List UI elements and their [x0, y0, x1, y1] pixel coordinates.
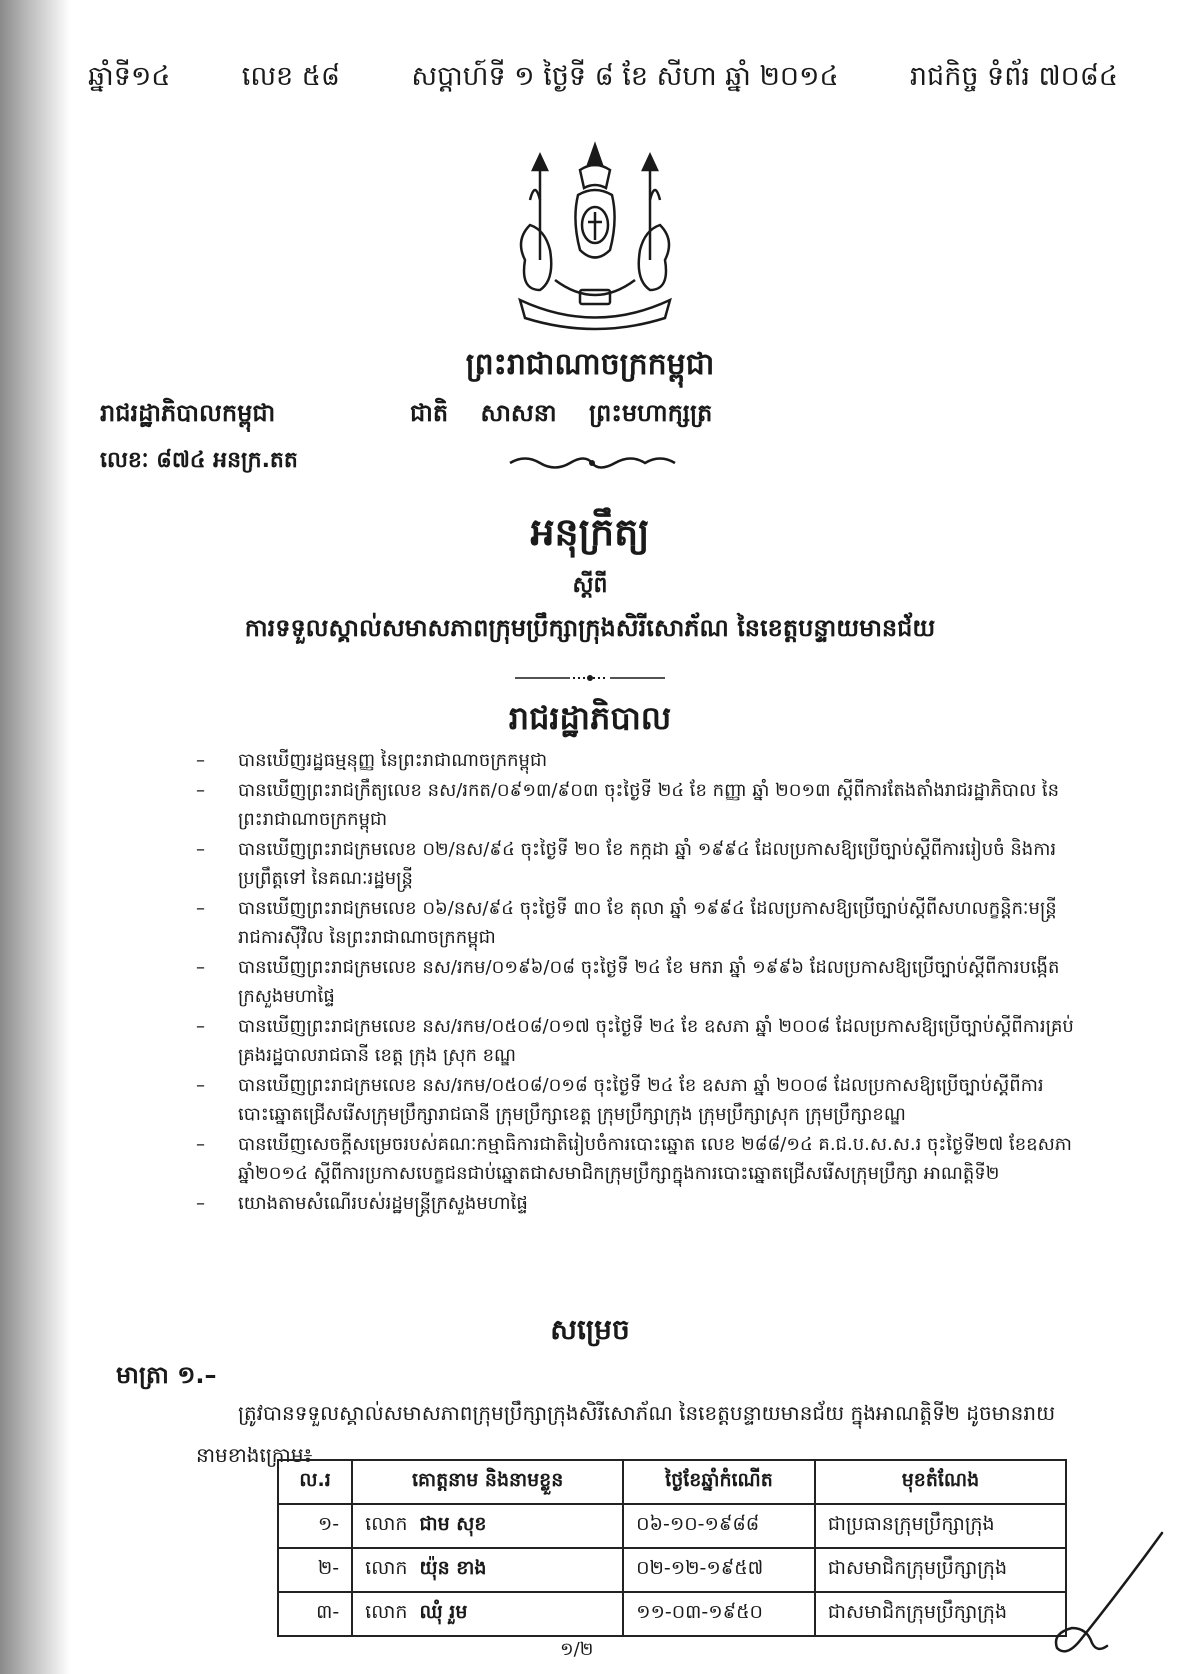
- row-position: ជាសមាជិកក្រុមប្រឹក្សាក្រុង: [815, 1592, 1066, 1636]
- row-dob: ០២-១២-១៩៥៧: [623, 1548, 815, 1592]
- gazette-date: សប្តាហ៍ទី ១ ថ្ងៃទី ៨ ខែ សីហា ឆ្នាំ ២០១៤: [411, 61, 839, 92]
- article-heading: មាត្រា ១.–: [116, 1361, 217, 1389]
- member-name: ឈុំ រួម: [419, 1601, 468, 1623]
- scan-edge-shadow: [0, 0, 70, 1674]
- header-number: ល.រ: [278, 1460, 352, 1504]
- row-position: ជាសមាជិកក្រុមប្រឹក្សាក្រុង: [815, 1548, 1066, 1592]
- consideration-item: – បានឃើញព្រះរាជក្រមលេខ នស/រកម/០៥០៨/០១៨ ចុះថ្ងៃទី ២៤ ខែ ឧសភា ឆ្នាំ ២០០៨ ដែលប្រកាសឱ្យប្រើច្បាប់ស្តីពីការបោះឆ្នោតជ្រើសរើសក្រុមប្រឹក្សារាជធានី ក្រុមប្រឹក្សាខេត្ត ក្រុមប្រឹក្សាក្រុង ក្រុមប្រឹក្សាស្រុក ក្រុមប្រឹក្សាខណ្ឌ: [196, 1071, 1076, 1130]
- gazette-issue: លេខ ៥៨: [241, 61, 340, 92]
- row-dob: ១១-០៣-១៩៥០: [623, 1592, 815, 1636]
- national-motto: [410, 398, 712, 433]
- consideration-item: – បានឃើញព្រះរាជក្រឹត្យលេខ នស/រកត/០៩១៣/៩០៣ ចុះថ្ងៃទី ២៤ ខែ កញ្ញា ឆ្នាំ ២០១៣ ស្តីពីការតែងតាំងរាជរដ្ឋាភិបាល នៃព្រះរាជាណាចក្រកម្ពុជា: [196, 776, 1076, 835]
- signature-initial-icon: [1042, 1528, 1167, 1663]
- kingdom-title: ព្រះរាជាណាចក្រកម្ពុជា: [465, 347, 715, 382]
- consideration-item: – បានឃើញព្រះរាជក្រមលេខ ០២/នស/៩៤ ចុះថ្ងៃទី ២០ ខែ កក្កដា ឆ្នាំ ១៩៩៤ ដែលប្រកាសឱ្យប្រើច្បាប់ស្តីពីការរៀបចំ និងការប្រព្រឹត្តទៅ នៃគណៈរដ្ឋមន្ត្រី: [196, 835, 1076, 894]
- row-name: [352, 1548, 623, 1592]
- gazette-year: ឆ្នាំទី១៤: [88, 61, 171, 92]
- consideration-item: – យោងតាមសំណើរបស់រដ្ឋមន្ត្រីក្រសួងមហាផ្ទៃ: [196, 1189, 1076, 1219]
- honorific: លោក: [365, 1557, 408, 1579]
- subject-label: ស្តីពី: [572, 573, 608, 598]
- government-heading: រាជរដ្ឋាភិបាល: [508, 699, 672, 737]
- honorific: លោក: [365, 1513, 408, 1535]
- page-number: ១/២: [560, 1639, 594, 1660]
- document-number: លេខៈ ៨៧៤ អនក្រ.តត: [100, 448, 298, 473]
- gazette-page: រាជកិច្ច ទំព័រ ៧០៨៤: [909, 61, 1118, 92]
- member-name: យ៉ុន ខាង: [419, 1557, 487, 1579]
- honorific: លោក: [365, 1601, 408, 1623]
- row-number: ២-: [278, 1548, 352, 1592]
- header-position: មុខតំណែង: [815, 1460, 1066, 1504]
- header-name: គោត្តនាម និងនាមខ្លួន: [352, 1460, 623, 1504]
- gazette-header: [88, 60, 1118, 99]
- motto-nation: ជាតិ: [410, 399, 449, 427]
- dotted-divider-icon: [515, 672, 665, 684]
- table-header-row: [278, 1460, 1066, 1504]
- decision-heading: សម្រេច: [550, 1313, 630, 1346]
- issuing-authority: រាជរដ្ឋាភិបាលកម្ពុជា: [100, 399, 276, 427]
- row-dob: ០៦-១០-១៩៨៨: [623, 1504, 815, 1548]
- document-type: អនុក្រឹត្យ: [530, 510, 650, 554]
- motto-religion: សាសនា: [480, 399, 557, 427]
- row-number: ៣-: [278, 1592, 352, 1636]
- consideration-item: – បានឃើញព្រះរាជក្រមលេខ នស/រកម/០៥០៨/០១៧ ចុះថ្ងៃទី ២៤ ខែ ឧសភា ឆ្នាំ ២០០៨ ដែលប្រកាសឱ្យប្រើច្បាប់ស្តីពីការគ្រប់គ្រងរដ្ឋបាលរាជធានី ខេត្ត ក្រុង ស្រុក ខណ្ឌ: [196, 1012, 1076, 1071]
- table-row: [278, 1548, 1066, 1592]
- row-name: [352, 1592, 623, 1636]
- ornament-divider-icon: [505, 452, 680, 474]
- members-table: [277, 1459, 1067, 1637]
- table-row: [278, 1592, 1066, 1636]
- consideration-item: – បានឃើញរដ្ឋធម្មនុញ្ញ នៃព្រះរាជាណាចក្រកម្ពុជា: [196, 746, 1076, 776]
- consideration-item: – បានឃើញសេចក្តីសម្រេចរបស់គណៈកម្មាធិការជាតិរៀបចំការបោះឆ្នោត លេខ ២៨៨/១៤ គ.ជ.ប.ស.ស.រ ចុះថ្ងៃទី២៧ ខែឧសភា ឆ្នាំ២០១៤ ស្តីពីការប្រកាសបេក្ខជនជាប់ឆ្នោតជាសមាជិកក្រុមប្រឹក្សាក្នុងការបោះឆ្នោតជ្រើសរើសក្រុមប្រឹក្សា អាណត្តិទី២: [196, 1130, 1076, 1189]
- article-body: ត្រូវបានទទួលស្គាល់សមាសភាពក្រុមប្រឹក្សាក្រុងសិរីសោភ័ណ នៃខេត្តបន្ទាយមានជ័យ ក្នុងអាណត្តិទី២ ដូចមានរាយនាមខាងក្រោម៖: [196, 1401, 1056, 1467]
- royal-arms-icon: [500, 140, 690, 340]
- consideration-item: – បានឃើញព្រះរាជក្រមលេខ នស/រកម/០១៩៦/០៨ ចុះថ្ងៃទី ២៤ ខែ មករា ឆ្នាំ ១៩៩៦ ដែលប្រកាសឱ្យប្រើច្បាប់ស្តីពីការបង្កើតក្រសួងមហាផ្ទៃ: [196, 953, 1076, 1012]
- considerations-list: [196, 746, 1076, 1218]
- row-name: [352, 1504, 623, 1548]
- member-name: ជាម សុខ: [419, 1513, 487, 1535]
- motto-king: ព្រះមហាក្សត្រ: [588, 399, 713, 427]
- header-dob: ថ្ងៃខែឆ្នាំកំណើត: [623, 1460, 815, 1504]
- consideration-item: – បានឃើញព្រះរាជក្រមលេខ ០៦/នស/៩៤ ចុះថ្ងៃទី ៣០ ខែ តុលា ឆ្នាំ ១៩៩៤ ដែលប្រកាសឱ្យប្រើច្បាប់ស្តីពីសហលក្ខន្តិកៈមន្ត្រីរាជការស៊ីវិល នៃព្រះរាជាណាចក្រកម្ពុជា: [196, 894, 1076, 953]
- row-position: ជាប្រធានក្រុមប្រឹក្សាក្រុង: [815, 1504, 1066, 1548]
- table-row: [278, 1504, 1066, 1548]
- row-number: ១-: [278, 1504, 352, 1548]
- document-subject: ការទទួលស្គាល់សមាសភាពក្រុមប្រឹក្សាក្រុងសិរីសោភ័ណ នៃខេត្តបន្ទាយមានជ័យ: [244, 614, 936, 642]
